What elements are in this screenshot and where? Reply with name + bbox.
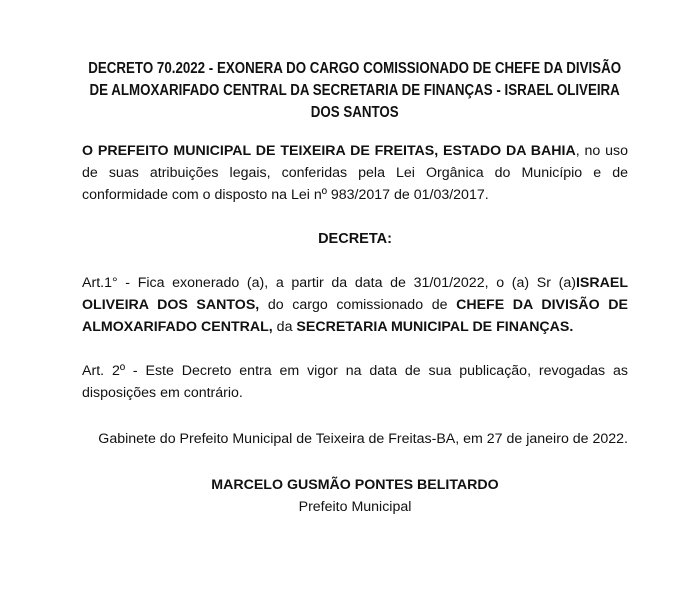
decreta-heading: DECRETA: [318,231,392,247]
preamble-authority: O PREFEITO MUNICIPAL DE TEIXEIRA DE FREITAS, ESTADO DA BAHIA [82,143,576,159]
signature-name: MARCELO GUSMÃO PONTES BELITARDO [211,477,499,493]
article-1-person-name: ISRAEL OLIVEIRA DOS SANTOS, [82,275,628,313]
preamble-paragraph [82,140,628,206]
decree-document [82,58,628,518]
article-1-text-c: da [272,319,297,335]
article-1-position: CHEFE DA DIVISÃO DE ALMOXARIFADO CENTRAL, [82,297,628,335]
place-date: Gabinete do Prefeito Municipal de Teixeira de Freitas-BA, em 27 de janeiro de 2022. [98,431,628,447]
preamble-text: , no uso de suas atribuições legais, conferidas pela Lei Orgânica do Município e de conformidade com o disposto na Lei nº 983/2017 de 01/03/2017. [82,143,628,203]
article-1-secretariat: SECRETARIA MUNICIPAL DE FINANÇAS. [296,319,574,335]
signature-role: Prefeito Municipal [298,499,412,515]
decree-title: DECRETO 70.2022 - EXONERA DO CARGO COMISSIONADO DE CHEFE DA DIVISÃO DE ALMOXARIFADO CENTRAL DA SECRETARIA DE FINANÇAS - ISRAEL OLIVEIRA DOS SANTOS [88,60,622,121]
article-2: Art. 2º - Este Decreto entra em vigor na data de sua publicação, revogadas as disposições em contrário. [82,363,628,401]
article-1 [82,272,628,338]
article-1-text-b: do cargo comissionado de [259,297,457,313]
article-1-text-a: Art.1° - Fica exonerado (a), a partir da data de 31/01/2022, o (a) Sr (a) [82,275,576,291]
